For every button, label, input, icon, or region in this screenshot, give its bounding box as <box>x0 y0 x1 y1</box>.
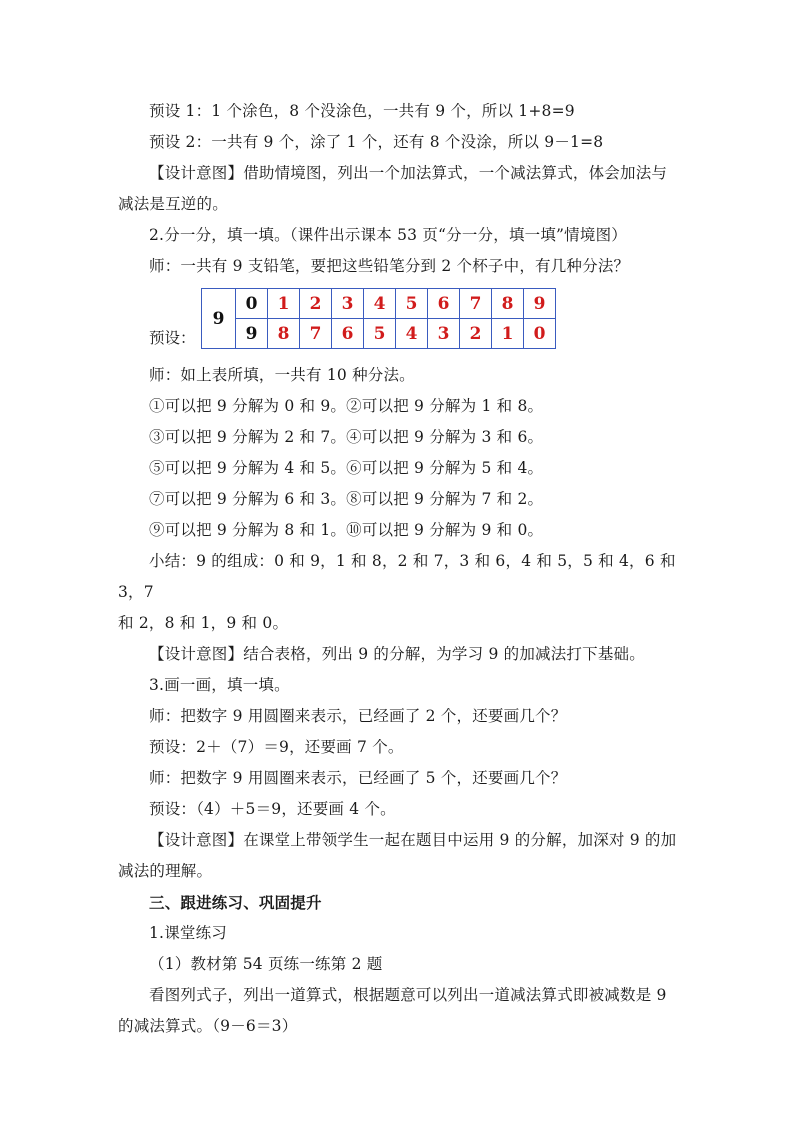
text-line: 小结：9 的组成：0 和 9，1 和 8，2 和 7，3 和 6，4 和 5，5 和 4，6 和 3，7 <box>118 552 676 601</box>
split-table-label: 预设： <box>149 329 196 347</box>
split-cell: 7 <box>300 319 332 349</box>
split-cell: 5 <box>364 319 396 349</box>
text-line: 预设 1：1 个涂色，8 个没涂色，一共有 9 个，所以 1+8=9 <box>149 102 575 120</box>
split-cell: 2 <box>460 319 492 349</box>
split-table-row <box>118 282 680 360</box>
split-cell: 9 <box>236 319 268 349</box>
text-line: 【设计意图】结合表格，列出 9 的分解，为学习 9 的加减法打下基础。 <box>149 645 645 663</box>
split-cell: 8 <box>492 289 524 319</box>
text-line: 师：把数字 9 用圆圈来表示，已经画了 5 个，还要画几个？ <box>149 769 567 787</box>
text-line: 2.分一分，填一填。（课件出示课本 53 页“分一分，填一填”情境图） <box>149 226 627 244</box>
split-cell: 8 <box>268 319 300 349</box>
text-line: 师：如上表所填，一共有 10 种分法。 <box>149 366 415 384</box>
split-cell: 0 <box>524 319 556 349</box>
split-cell: 4 <box>364 289 396 319</box>
split-cell: 1 <box>492 319 524 349</box>
split-table-total: 9 <box>202 289 236 349</box>
text-line: ⑦可以把 9 分解为 6 和 3。⑧可以把 9 分解为 7 和 2。 <box>149 490 544 508</box>
text-line: 的减法算式。（9－6＝3） <box>118 1017 298 1035</box>
bottom-paragraphs <box>118 360 680 1042</box>
split-cell: 3 <box>332 289 364 319</box>
split-table-top-row <box>202 289 556 319</box>
text-line: 看图列式子，列出一道算式，根据题意可以列出一道减法算式即被减数是 9 <box>149 986 667 1004</box>
text-line: （1）教材第 54 页练一练第 2 题 <box>149 955 383 973</box>
text-line: 师：把数字 9 用圆圈来表示，已经画了 2 个，还要画几个？ <box>149 707 567 725</box>
text-line: 1.课堂练习 <box>149 924 227 942</box>
text-line: ⑨可以把 9 分解为 8 和 1。⑩可以把 9 分解为 9 和 0。 <box>149 521 544 539</box>
text-line: 预设 2：一共有 9 个，涂了 1 个，还有 8 个没涂，所以 9－1=8 <box>149 133 604 151</box>
text-line: 【设计意图】在课堂上带领学生一起在题目中运用 9 的分解，加深对 9 的加 <box>149 831 677 849</box>
split-cell: 0 <box>236 289 268 319</box>
text-line: ⑤可以把 9 分解为 4 和 5。⑥可以把 9 分解为 5 和 4。 <box>149 459 544 477</box>
text-line: 师：一共有 9 支铅笔，要把这些铅笔分到 2 个杯子中，有几种分法？ <box>149 257 630 275</box>
split-cell: 4 <box>396 319 428 349</box>
split-cell: 9 <box>524 289 556 319</box>
split-cell: 5 <box>396 289 428 319</box>
split-cell: 2 <box>300 289 332 319</box>
section-heading: 三、跟进练习、巩固提升 <box>149 893 322 912</box>
text-line: ③可以把 9 分解为 2 和 7。④可以把 9 分解为 3 和 6。 <box>149 428 544 446</box>
text-line: 减法的理解。 <box>118 862 213 880</box>
text-line: 预设：2＋（7）＝9，还要画 7 个。 <box>149 738 404 756</box>
document-page <box>118 96 680 1042</box>
text-line: 3.画一画，填一填。 <box>149 676 290 694</box>
split-cell: 1 <box>268 289 300 319</box>
text-line: 和 2，8 和 1，9 和 0。 <box>118 614 289 632</box>
top-paragraphs <box>118 96 680 282</box>
split-cell: 6 <box>428 289 460 319</box>
text-line: 预设：（4）＋5＝9，还要画 4 个。 <box>149 800 396 818</box>
split-cell: 6 <box>332 319 364 349</box>
split-cell: 3 <box>428 319 460 349</box>
split-table-bottom-row <box>202 319 556 349</box>
text-line: ①可以把 9 分解为 0 和 9。②可以把 9 分解为 1 和 8。 <box>149 397 544 415</box>
text-line: 【设计意图】借助情境图，列出一个加法算式，一个减法算式，体会加法与 <box>149 164 668 182</box>
text-line: 减法是互逆的。 <box>118 195 228 213</box>
number-split-table <box>201 288 556 349</box>
split-cell: 7 <box>460 289 492 319</box>
